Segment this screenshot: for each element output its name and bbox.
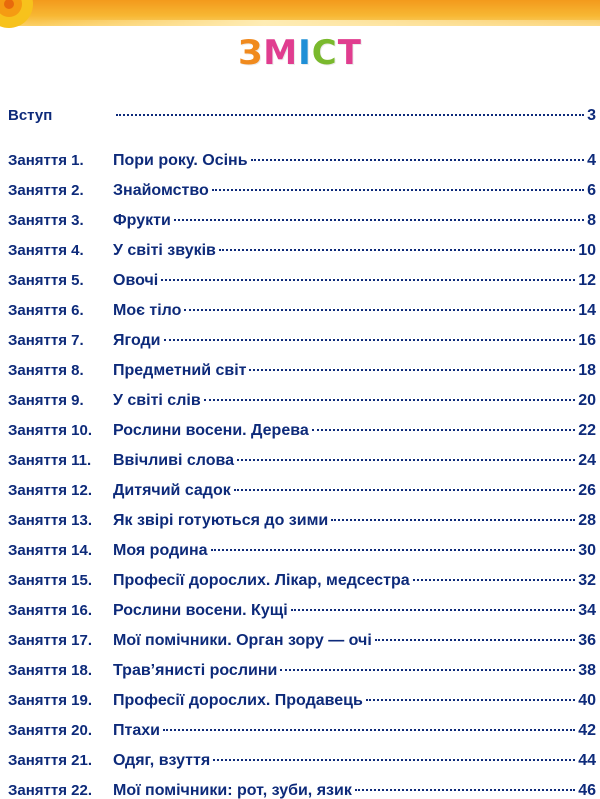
- lesson-title: У світі звуків: [113, 242, 216, 259]
- dot-leader: [174, 219, 584, 221]
- dot-leader: [312, 429, 575, 431]
- lesson-number: Заняття 21.: [8, 752, 93, 769]
- toc-entry-row[interactable]: [0, 446, 600, 476]
- toc-entry-row[interactable]: [0, 566, 600, 596]
- toc-entry-row[interactable]: [0, 176, 600, 206]
- dot-leader: [413, 579, 576, 581]
- toc-entry-row[interactable]: [0, 236, 600, 266]
- lesson-page-number: 40: [578, 692, 596, 709]
- lesson-number: Заняття 5.: [8, 272, 84, 289]
- dot-leader: [163, 729, 575, 731]
- lesson-title: Овочі: [113, 272, 159, 289]
- lesson-title: Пори року. Осінь: [113, 152, 248, 169]
- lesson-page-number: 4: [587, 152, 596, 169]
- dot-leader: [355, 789, 575, 791]
- header-shine: [40, 20, 600, 26]
- lesson-number: Заняття 13.: [8, 512, 93, 529]
- lesson-number: Заняття 11.: [8, 452, 92, 469]
- lesson-line: [113, 776, 596, 799]
- lesson-number: Заняття 9.: [8, 392, 84, 409]
- toc-intro-row[interactable]: [0, 101, 600, 146]
- lesson-number: Заняття 16.: [8, 602, 93, 619]
- lesson-title: Птахи: [113, 722, 160, 739]
- header-bar: [0, 0, 600, 26]
- lesson-number: Заняття 14.: [8, 542, 93, 559]
- toc-entry-row[interactable]: [0, 326, 600, 356]
- lesson-number: Заняття 7.: [8, 332, 84, 349]
- lesson-number: Заняття 6.: [8, 302, 84, 319]
- toc-entry-row[interactable]: [0, 656, 600, 686]
- lesson-number: Заняття 22.: [8, 782, 93, 799]
- title-letter: С: [311, 33, 338, 73]
- title-letter: Т: [337, 33, 362, 73]
- lesson-page-number: 38: [578, 662, 596, 679]
- dot-leader: [291, 609, 576, 611]
- dot-leader: [331, 519, 575, 521]
- toc-entry-row[interactable]: [0, 146, 600, 176]
- toc-entry-row[interactable]: [0, 476, 600, 506]
- lesson-page-number: 10: [578, 242, 596, 259]
- lesson-title: Дитячий садок: [113, 482, 231, 499]
- toc-entry-row[interactable]: [0, 266, 600, 296]
- lesson-page-number: 18: [578, 362, 596, 379]
- lesson-line: [113, 746, 596, 776]
- lesson-title: Рослини восени. Дерева: [113, 422, 309, 439]
- toc-entry-row[interactable]: [0, 536, 600, 566]
- dot-leader: [184, 309, 575, 311]
- lesson-page-number: 14: [578, 302, 596, 319]
- toc-entry-row[interactable]: [0, 776, 600, 799]
- lesson-title: Одяг, взуття: [113, 752, 211, 769]
- lesson-title: Мої помічники: рот, зуби, язик: [113, 782, 352, 799]
- dot-leader: [366, 699, 575, 701]
- dot-leader: [212, 189, 584, 191]
- toc-entry-row[interactable]: [0, 356, 600, 386]
- lesson-line: [113, 566, 596, 596]
- dot-leader: [204, 399, 576, 401]
- lesson-page-number: 20: [578, 392, 596, 409]
- table-of-contents: [0, 101, 600, 799]
- lesson-line: [113, 416, 596, 446]
- lesson-title: Ввічливі слова: [113, 452, 234, 469]
- lesson-title: Предметний світ: [113, 362, 247, 379]
- lesson-title: Знайомство: [113, 182, 209, 199]
- lesson-number: Заняття 1.: [8, 152, 84, 169]
- lesson-page-number: 6: [587, 182, 596, 199]
- dot-leader: [251, 159, 585, 161]
- lesson-number: Заняття 12.: [8, 482, 93, 499]
- lesson-page-number: 42: [578, 722, 596, 739]
- toc-entry-row[interactable]: [0, 416, 600, 446]
- dot-leader: [211, 549, 576, 551]
- lesson-page-number: 46: [578, 782, 596, 799]
- lesson-line: [113, 656, 596, 686]
- lesson-line: [113, 176, 596, 206]
- lesson-number: Заняття 2.: [8, 182, 84, 199]
- toc-entry-row[interactable]: [0, 296, 600, 326]
- title-letter: М: [263, 33, 299, 73]
- toc-entry-row[interactable]: [0, 386, 600, 416]
- lesson-line: [113, 296, 596, 326]
- lesson-page-number: 30: [578, 542, 596, 559]
- lesson-title: Професії дорослих. Продавець: [113, 692, 363, 709]
- toc-entry-row[interactable]: [0, 686, 600, 716]
- lesson-page-number: 32: [578, 572, 596, 589]
- toc-entry-row[interactable]: [0, 206, 600, 236]
- lesson-page-number: 16: [578, 332, 596, 349]
- lesson-title: Ягоди: [113, 332, 161, 349]
- lesson-line: [113, 206, 596, 236]
- dot-leader: [213, 759, 575, 761]
- lesson-line: [113, 506, 596, 536]
- lesson-line: [113, 536, 596, 566]
- lesson-number: Заняття 18.: [8, 662, 93, 679]
- lesson-title: Професії дорослих. Лікар, медсестра: [113, 572, 410, 589]
- dot-leader: [219, 249, 575, 251]
- lesson-line: [113, 146, 596, 176]
- lesson-page-number: 12: [578, 272, 596, 289]
- lesson-title: Рослини восени. Кущі: [113, 602, 288, 619]
- lesson-number: Заняття 20.: [8, 722, 93, 739]
- lesson-page-number: 26: [578, 482, 596, 499]
- dot-leader: [161, 279, 575, 281]
- toc-entry-row[interactable]: [0, 746, 600, 776]
- page-title: [0, 30, 600, 76]
- toc-entry-row[interactable]: [0, 596, 600, 626]
- toc-entry-row[interactable]: [0, 626, 600, 656]
- title-letter: І: [298, 33, 312, 73]
- lesson-number: Заняття 4.: [8, 242, 84, 259]
- dot-leader: [375, 639, 575, 641]
- lesson-number: Заняття 10.: [8, 422, 93, 439]
- lesson-title: У світі слів: [113, 392, 201, 409]
- lesson-number: Заняття 3.: [8, 212, 84, 229]
- lesson-line: [113, 266, 596, 296]
- lesson-page-number: 34: [578, 602, 596, 619]
- flower-decoration-icon: [0, 0, 40, 30]
- toc-entry-row[interactable]: [0, 716, 600, 746]
- lesson-line: [113, 626, 596, 656]
- lesson-page-number: 22: [578, 422, 596, 439]
- lesson-title: Моє тіло: [113, 302, 182, 319]
- dot-leader: [237, 459, 575, 461]
- lesson-line: [113, 236, 596, 266]
- lesson-line: [113, 356, 596, 386]
- lesson-title: Моя родина: [113, 542, 208, 559]
- lesson-line: [113, 386, 596, 416]
- lesson-page-number: 44: [578, 752, 596, 769]
- lesson-title: Як звірі готуються до зими: [113, 512, 329, 529]
- lesson-number: Заняття 8.: [8, 362, 84, 379]
- toc-entries: [0, 146, 600, 799]
- toc-entry-row[interactable]: [0, 506, 600, 536]
- dot-leader: [164, 339, 576, 341]
- dot-leader: [249, 369, 575, 371]
- lesson-page-number: 8: [587, 212, 596, 229]
- lesson-title: Фрукти: [113, 212, 171, 229]
- lesson-line: [113, 596, 596, 626]
- lesson-page-number: 28: [578, 512, 596, 529]
- dot-leader: [280, 669, 575, 671]
- intro-line: [113, 101, 596, 131]
- lesson-line: [113, 446, 596, 476]
- dot-leader: [116, 114, 584, 116]
- lesson-title: Мої помічники. Орган зору — очі: [113, 632, 372, 649]
- intro-page-number: 3: [587, 107, 596, 124]
- lesson-line: [113, 686, 596, 716]
- lesson-line: [113, 716, 596, 746]
- lesson-line: [113, 326, 596, 356]
- dot-leader: [234, 489, 575, 491]
- title-letter: З: [238, 33, 264, 73]
- lesson-number: Заняття 19.: [8, 692, 93, 709]
- lesson-page-number: 36: [578, 632, 596, 649]
- intro-label: Вступ: [8, 107, 53, 124]
- lesson-page-number: 24: [578, 452, 596, 469]
- lesson-number: Заняття 17.: [8, 632, 93, 649]
- lesson-title: Трав’янисті рослини: [113, 662, 278, 679]
- lesson-line: [113, 476, 596, 506]
- lesson-number: Заняття 15.: [8, 572, 93, 589]
